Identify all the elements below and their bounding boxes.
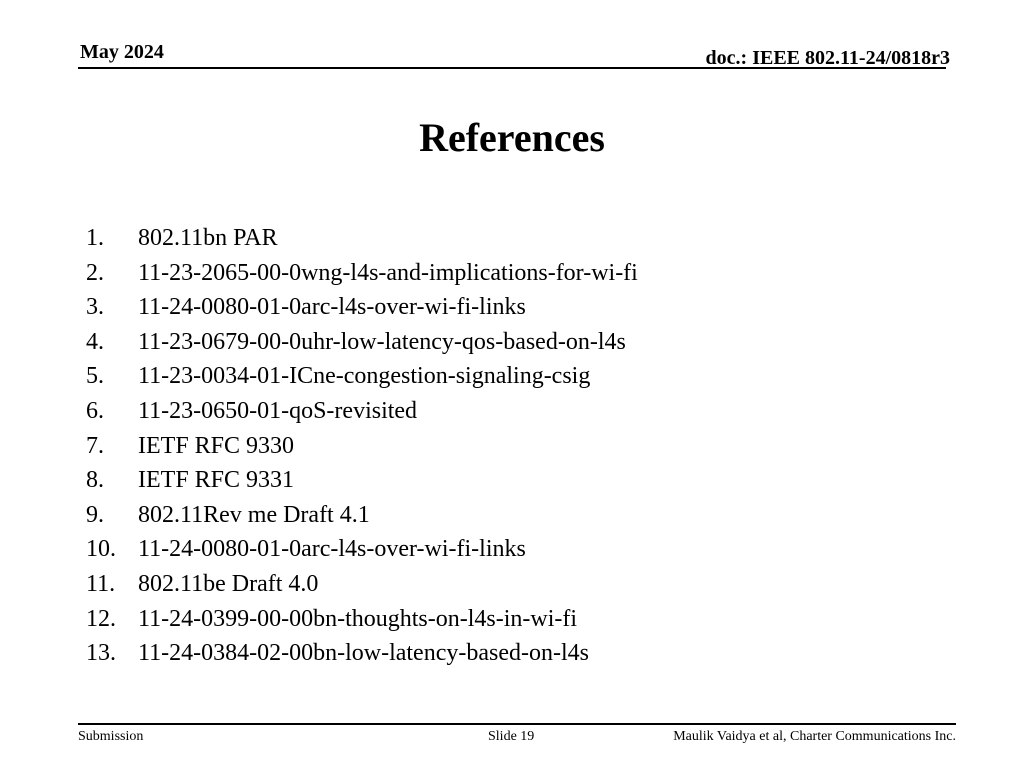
reference-list — [86, 221, 638, 671]
header-divider — [78, 67, 946, 69]
reference-item — [86, 532, 638, 567]
reference-text: 11-24-0384-02-00bn-low-latency-based-on-l4s — [138, 640, 589, 667]
reference-item — [86, 394, 638, 429]
reference-number: 11. — [86, 570, 116, 597]
footer-author: Maulik Vaidya et al, Charter Communications Inc. — [673, 729, 956, 744]
reference-text: 802.11Rev me Draft 4.1 — [138, 501, 370, 528]
slide-title: References — [419, 115, 605, 160]
footer-slide-number: Slide 19 — [488, 729, 535, 744]
reference-number: 8. — [86, 467, 104, 494]
reference-item — [86, 325, 638, 360]
reference-item — [86, 567, 638, 602]
reference-number: 1. — [86, 225, 104, 251]
reference-text: IETF RFC 9330 — [138, 432, 295, 459]
reference-number: 2. — [86, 259, 104, 286]
reference-number: 13. — [86, 640, 116, 667]
footer-divider — [78, 723, 956, 725]
reference-number: 12. — [86, 605, 116, 632]
reference-text: 11-24-0080-01-0arc-l4s-over-wi-fi-links — [138, 536, 526, 563]
reference-item — [86, 290, 638, 325]
header-date: May 2024 — [80, 41, 164, 63]
reference-item — [86, 429, 638, 464]
reference-text: 11-23-0679-00-0uhr-low-latency-qos-based-on-l4s — [138, 328, 626, 355]
reference-item — [86, 602, 638, 637]
reference-item — [86, 463, 638, 498]
reference-item — [86, 636, 638, 671]
reference-text: 11-23-0034-01-ICne-congestion-signaling-csig — [138, 363, 591, 390]
reference-text: 11-24-0399-00-00bn-thoughts-on-l4s-in-wi-fi — [138, 605, 578, 632]
reference-text: 11-23-2065-00-0wng-l4s-and-implications-for-wi-fi — [138, 259, 638, 286]
reference-text: 11-24-0080-01-0arc-l4s-over-wi-fi-links — [138, 294, 526, 321]
reference-number: 4. — [86, 328, 104, 355]
reference-text: 802.11be Draft 4.0 — [138, 570, 319, 597]
reference-number: 7. — [86, 432, 104, 459]
reference-item — [86, 256, 638, 291]
header-doc-id: doc.: IEEE 802.11-24/0818r3 — [705, 47, 950, 69]
reference-number: 10. — [86, 536, 116, 563]
reference-item — [86, 221, 638, 256]
reference-number: 6. — [86, 397, 104, 424]
reference-text: 11-23-0650-01-qoS-revisited — [138, 397, 418, 424]
reference-number: 9. — [86, 501, 104, 528]
reference-item — [86, 359, 638, 394]
reference-text: 802.11bn PAR — [138, 225, 278, 251]
reference-text: IETF RFC 9331 — [138, 467, 295, 494]
reference-item — [86, 498, 638, 533]
footer-submission: Submission — [78, 729, 144, 744]
reference-number: 3. — [86, 294, 104, 321]
reference-number: 5. — [86, 363, 104, 390]
